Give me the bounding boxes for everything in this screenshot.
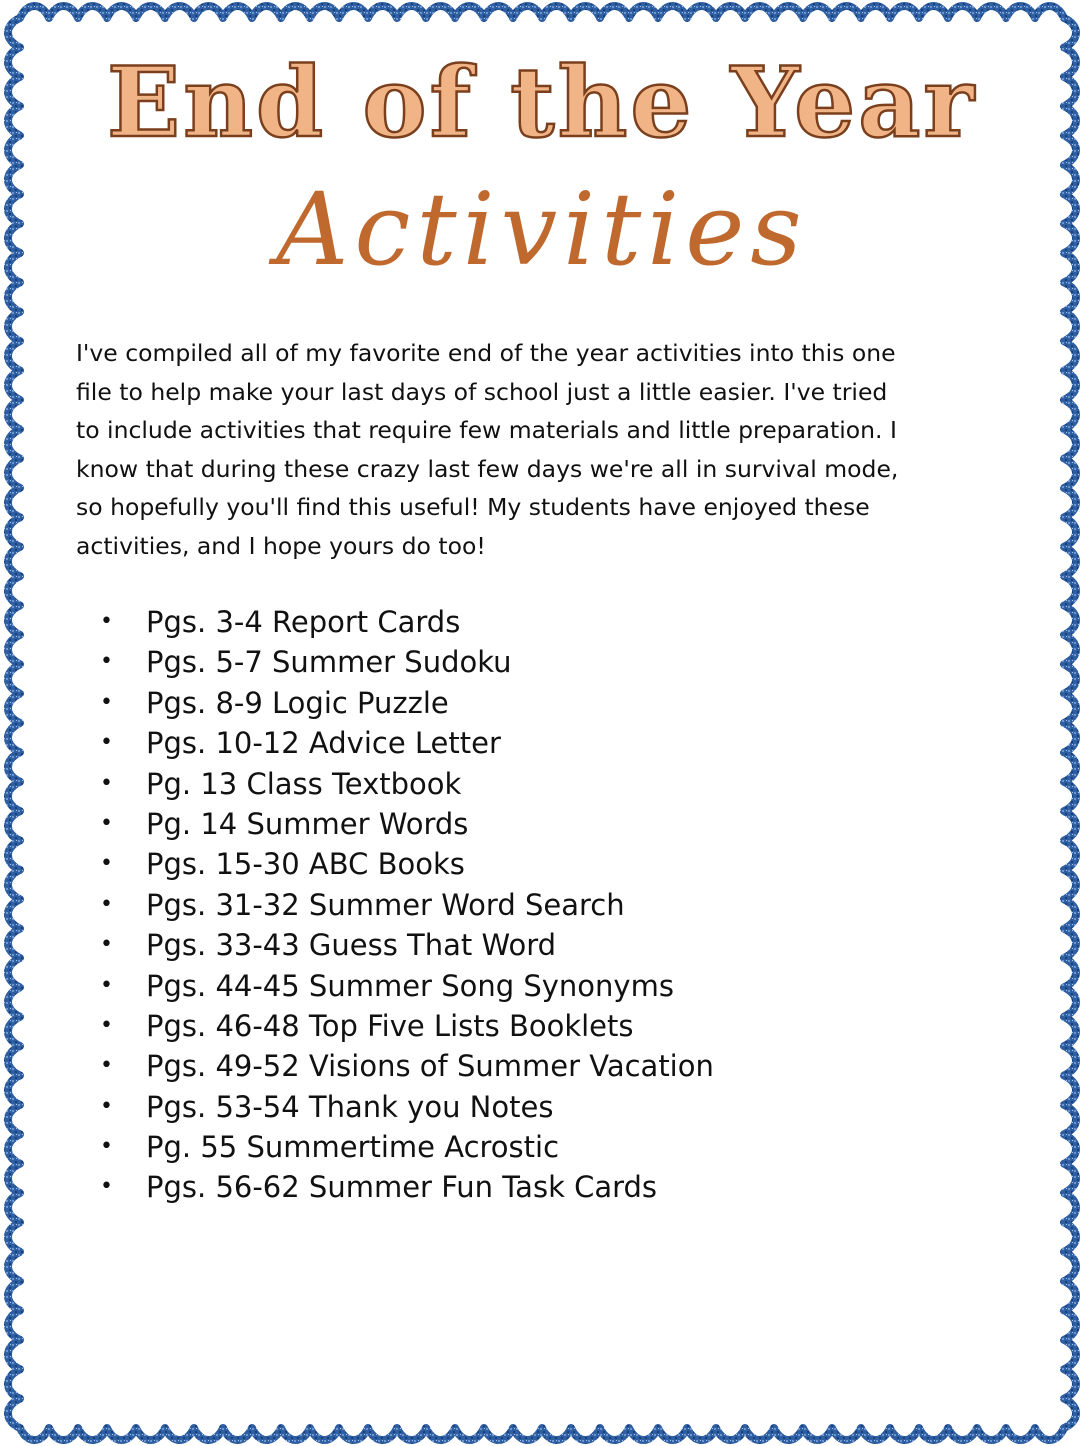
bullet-icon: • xyxy=(100,649,113,675)
list-item xyxy=(100,602,714,642)
list-item xyxy=(100,1046,714,1086)
list-item-text: Pg. 55 Summertime Acrostic xyxy=(146,1130,560,1165)
list-item xyxy=(100,1127,714,1167)
list-item xyxy=(100,1087,714,1127)
list-item-text: Pg. 13 Class Textbook xyxy=(146,766,462,801)
intro-line: activities, and I hope yours do too! xyxy=(76,531,486,560)
bullet-icon: • xyxy=(100,810,113,836)
bullet-icon: • xyxy=(100,689,113,715)
intro-paragraph xyxy=(76,334,1016,565)
bullet-icon: • xyxy=(100,1053,113,1079)
table-of-contents xyxy=(100,602,714,1208)
bullet-icon: • xyxy=(100,1134,113,1160)
bullet-icon: • xyxy=(100,730,113,756)
bullet-icon: • xyxy=(100,891,113,917)
bullet-icon: • xyxy=(100,1012,113,1038)
list-item-text: Pgs. 31-32 Summer Word Search xyxy=(146,887,625,922)
list-item xyxy=(100,723,714,763)
list-item-text: Pgs. 46-48 Top Five Lists Booklets xyxy=(146,1008,634,1043)
list-item-text: Pgs. 33-43 Guess That Word xyxy=(146,928,557,963)
intro-line: know that during these crazy last few days we're all in survival mode, xyxy=(76,454,899,483)
bullet-icon: • xyxy=(100,1093,113,1119)
list-item-text: Pgs. 3-4 Report Cards xyxy=(146,605,461,639)
intro-line: to include activities that require few materials and little preparation. I xyxy=(76,416,897,444)
list-item xyxy=(100,804,714,844)
bullet-icon: • xyxy=(100,1174,113,1200)
bullet-icon: • xyxy=(100,851,113,877)
bullet-icon: • xyxy=(100,972,113,998)
list-item-text: Pgs. 56-62 Summer Fun Task Cards xyxy=(146,1170,658,1205)
intro-line: I've compiled all of my favorite end of the year activities into this one xyxy=(76,339,896,367)
list-item-text: Pgs. 5-7 Summer Sudoku xyxy=(146,645,512,680)
list-item-text: Pgs. 8-9 Logic Puzzle xyxy=(146,685,449,720)
list-item xyxy=(100,1006,714,1046)
intro-line: file to help make your last days of school just a little easier. I've tried xyxy=(76,377,888,406)
list-item-text: Pgs. 49-52 Visions of Summer Vacation xyxy=(146,1049,714,1084)
page-title: End of the Year xyxy=(107,46,977,159)
list-item xyxy=(100,925,714,965)
list-item-text: Pgs. 44-45 Summer Song Synonyms xyxy=(146,968,674,1003)
page-subtitle: Activities xyxy=(276,171,808,288)
bullet-icon: • xyxy=(100,770,113,796)
bullet-icon: • xyxy=(100,609,113,634)
list-item xyxy=(100,683,714,723)
list-item xyxy=(100,844,714,884)
bullet-icon: • xyxy=(100,932,113,958)
list-item xyxy=(100,764,714,804)
list-item-text: Pgs. 15-30 ABC Books xyxy=(146,847,465,882)
list-item xyxy=(100,1167,714,1207)
list-item-text: Pg. 14 Summer Words xyxy=(146,806,469,841)
list-item xyxy=(100,885,714,925)
list-item xyxy=(100,642,714,682)
intro-line: so hopefully you'll find this useful! My students have enjoyed these xyxy=(76,493,870,521)
list-item-text: Pgs. 10-12 Advice Letter xyxy=(146,726,501,761)
list-item xyxy=(100,966,714,1006)
list-item-text: Pgs. 53-54 Thank you Notes xyxy=(146,1089,554,1124)
